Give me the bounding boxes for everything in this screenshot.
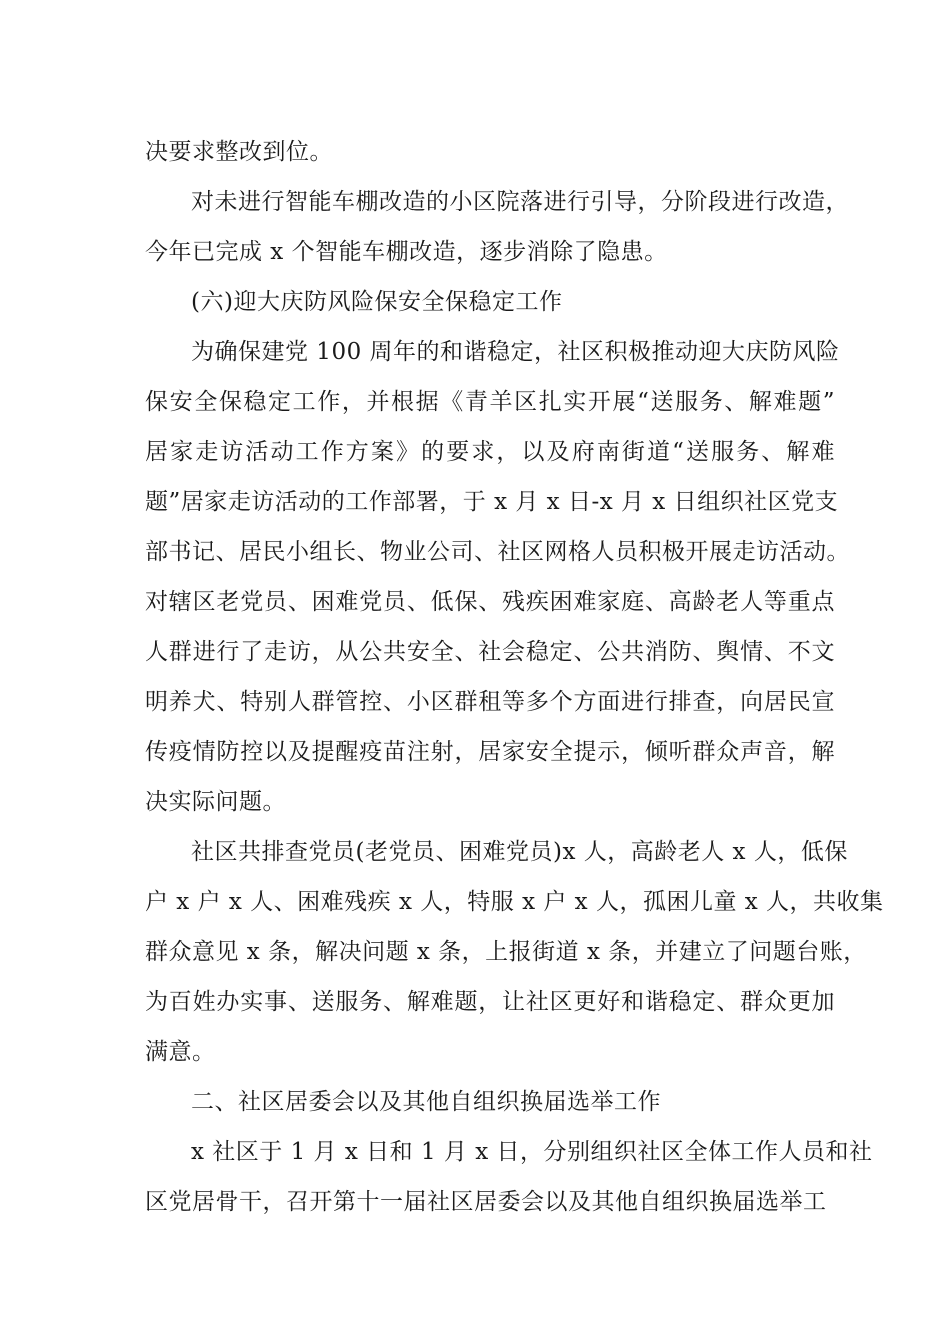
- text-line: 户 x 户 x 人、困难残疾 x 人，特服 x 户 x 人，孤困儿童 x 人，共收集: [145, 889, 884, 915]
- paragraph-continued: [145, 127, 835, 177]
- text-line: 对辖区老党员、困难党员、低保、残疾困难家庭、高龄老人等重点: [145, 589, 835, 615]
- text-line: 为确保建党 100 周年的和谐稳定，社区积极推动迎大庆防风险: [191, 339, 840, 365]
- text-line: 今年已完成 x 个智能车棚改造，逐步消除了隐患。: [145, 239, 668, 265]
- text-line: x 社区于 1 月 x 日和 1 月 x 日，分别组织社区全体工作人员和社: [191, 1139, 873, 1165]
- text-line: 居家走访活动工作方案》的要求，以及府南街道“送服务、解难: [145, 439, 835, 465]
- text-line: 群众意见 x 条，解决问题 x 条，上报街道 x 条，并建立了问题台账，: [145, 939, 867, 965]
- text-line: (六)迎大庆防风险保安全保稳定工作: [191, 289, 563, 315]
- text-line: 对未进行智能车棚改造的小区院落进行引导，分阶段进行改造，: [191, 189, 849, 215]
- text-line: 题”居家走访活动的工作部署，于 x 月 x 日-x 月 x 日组织社区党支: [145, 489, 839, 515]
- paragraph-election: [145, 1127, 873, 1227]
- text-line: 二、社区居委会以及其他自组织换届选举工作: [191, 1089, 661, 1115]
- document-body: [145, 127, 884, 1227]
- paragraph-heading-2: [145, 1077, 835, 1127]
- paragraph-visits: [145, 327, 850, 827]
- text-line: 为百姓办实事、送服务、解难题，让社区更好和谐稳定、群众更加: [145, 989, 835, 1015]
- text-line: 人群进行了走访，从公共安全、社会稳定、公共消防、舆情、不文: [145, 639, 835, 665]
- text-line: 明养犬、特别人群管控、小区群租等多个方面进行排查，向居民宣: [145, 689, 835, 715]
- paragraph-stats: [145, 827, 884, 1077]
- paragraph-heading-6: [145, 277, 835, 327]
- text-line: 社区共排查党员(老党员、困难党员)x 人，高龄老人 x 人，低保: [191, 839, 848, 865]
- paragraph-shed: [145, 177, 849, 277]
- text-line: 满意。: [145, 1039, 216, 1065]
- text-line: 传疫情防控以及提醒疫苗注射，居家安全提示，倾听群众声音，解: [145, 739, 835, 765]
- text-line: 保安全保稳定工作，并根据《青羊区扎实开展“送服务、解难题”: [145, 389, 835, 415]
- text-line: 决要求整改到位。: [145, 139, 333, 165]
- text-line: 区党居骨干，召开第十一届社区居委会以及其他自组织换届选举工: [145, 1189, 827, 1215]
- text-line: 部书记、居民小组长、物业公司、社区网格人员积极开展走访活动。: [145, 539, 850, 565]
- text-line: 决实际问题。: [145, 789, 286, 815]
